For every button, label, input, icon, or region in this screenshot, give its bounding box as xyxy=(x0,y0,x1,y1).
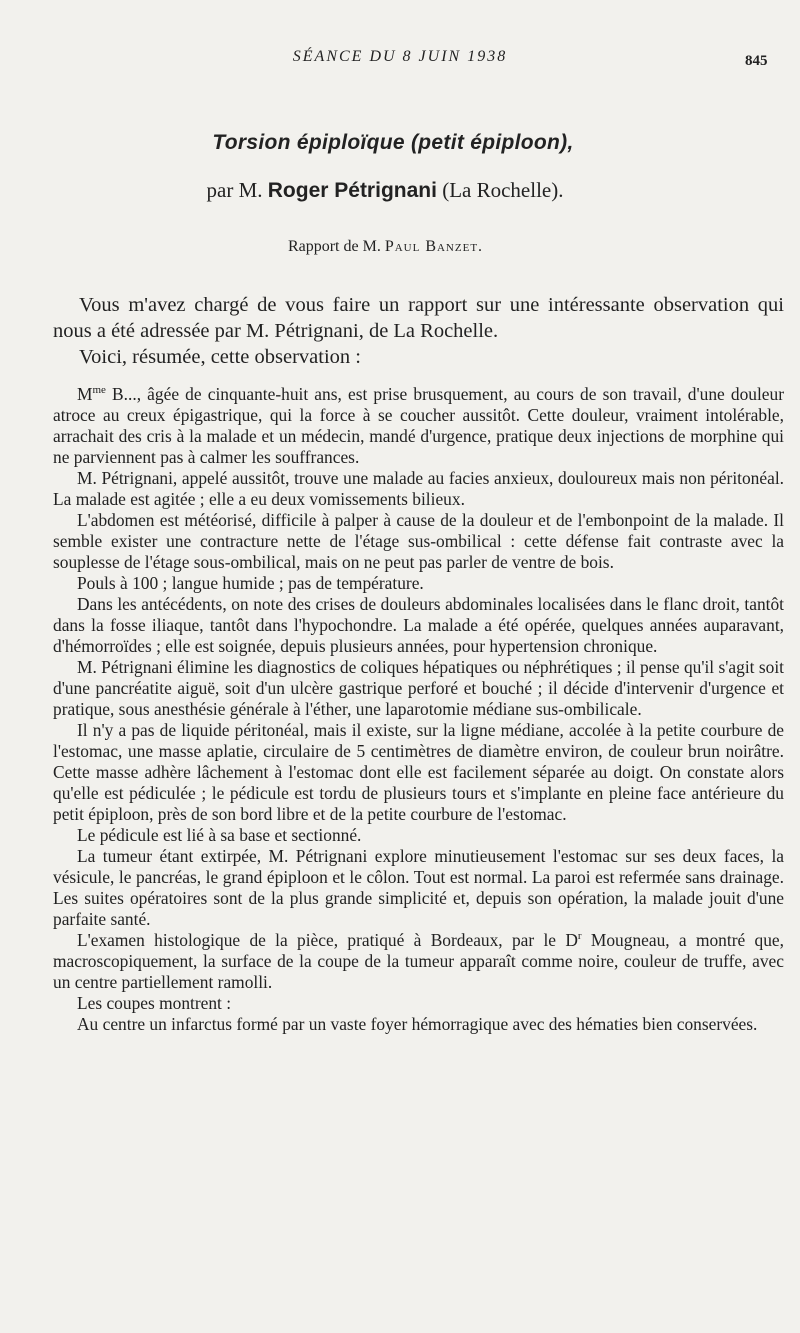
running-head: SÉANCE DU 8 JUIN 1938 xyxy=(292,48,508,65)
body-paragraph: Le pédicule est lié à sa base et sectionné. xyxy=(77,825,362,845)
observation-body xyxy=(53,384,784,1035)
intro-paragraph: Vous m'avez chargé de vous faire un rapport sur une intéressante observation qui nous a été adressée par M. Pétrignani, de La Rochelle. xyxy=(53,294,784,342)
superscript: me xyxy=(92,384,106,397)
report-prefix: Rapport de M. xyxy=(287,238,385,255)
author-name: Roger Pétrignani xyxy=(267,179,437,202)
body-paragraph: Il n'y a pas de liquide péritonéal, mais il existe, sur la ligne médiane, accolée à la petite courbure de l'estomac, une masse aplatie, circulaire de 5 centimètres de diamètre environ, de couleur brun noirâtre. Cette masse adhère lâchement à l'estomac dont elle est facilement séparée au doigt. On constate alors qu'elle est pédiculée ; le pédicule est tordu de plusieurs tours et s'implante en pleine face antérieure du petit épiploon, près de son bord libre et de la petite courbure de l'estomac. xyxy=(53,720,784,824)
body-paragraph: La tumeur étant extirpée, M. Pétrignani explore minutieusement l'estomac sur ses deux faces, la vésicule, le pancréas, le grand épiploon et le côlon. Tout est normal. La paroi est refermée sans drainage. Les suites opératoires sont de la plus grande simplicité et, depuis son opération, la malade jouit d'une parfaite santé. xyxy=(53,846,784,929)
byline xyxy=(0,178,770,203)
report-line xyxy=(0,238,770,256)
author-place: (La Rochelle). xyxy=(436,178,564,202)
body-paragraph: M. Pétrignani élimine les diagnostics de coliques hépatiques ou néphrétiques ; il pense qu'il s'agit soit d'une pancréatite aiguë, soit d'un ulcère gastrique perforé et bouché ; il décide d'intervenir d'urgence et pratique, sous anesthésie générale à l'éther, une laparotomie médiane sus-ombilicale. xyxy=(53,657,784,719)
superscript: r xyxy=(577,930,582,943)
body-paragraph: Dans les antécédents, on note des crises de douleurs abdominales localisées dans le flanc droit, tantôt dans la fosse iliaque, tantôt dans l'hypochondre. La malade a été opérée, quelques années auparavant, d'hémorroïdes ; elle est soignée, depuis plusieurs années, pour hypertension chronique. xyxy=(53,594,784,656)
intro-section xyxy=(53,292,784,370)
text-run: M xyxy=(77,384,93,404)
body-paragraph: M. Pétrignani, appelé aussitôt, trouve une malade au facies anxieux, douloureux mais non péritonéal. La malade est agitée ; elle a eu deux vomissements bilieux. xyxy=(53,468,784,509)
body-paragraph xyxy=(53,930,784,993)
page-number: 845 xyxy=(745,53,768,69)
body-paragraph: Au centre un infarctus formé par un vaste foyer hémorragique avec des hématies bien conservées. xyxy=(77,1014,758,1034)
rapporteur-name: Paul Banzet xyxy=(384,238,479,255)
body-paragraph xyxy=(53,384,784,468)
body-paragraph: Les coupes montrent : xyxy=(77,993,232,1013)
article-title: Torsion épiploïque (petit épiploon), xyxy=(212,131,574,154)
text-run: Mougneau, a montré que, macroscopiquement, la surface de la coupe de la tumeur apparaît comme noire, couleur de truffe, avec un centre partiellement ramolli. xyxy=(53,930,784,992)
report-suffix: . xyxy=(478,238,483,255)
intro-paragraph: Voici, résumée, cette observation : xyxy=(79,346,361,368)
text-run: B..., âgée de cinquante-huit ans, est prise brusquement, au cours de son travail, d'une douleur atroce au creux épigastrique, qui la force à se coucher aussitôt. Cette douleur, vraiment intolérable, arrachait des cris à la malade et un médecin, mandé d'urgence, pratique deux injections de morphine qui ne parviennent pas à calmer les souffrances. xyxy=(53,384,784,467)
body-paragraph: L'abdomen est météorisé, difficile à palper à cause de la douleur et de l'embonpoint de la malade. Il semble exister une contracture nette de l'étage sus-ombilical : cette défense fait contraste avec la souplesse de l'étage sous-ombilical, mais on ne peut pas parler de ventre de bois. xyxy=(53,510,784,572)
byline-prefix: par M. xyxy=(206,178,268,202)
text-run: L'examen histologique de la pièce, pratiqué à Bordeaux, par le D xyxy=(77,930,578,950)
body-paragraph: Pouls à 100 ; langue humide ; pas de température. xyxy=(77,573,424,593)
